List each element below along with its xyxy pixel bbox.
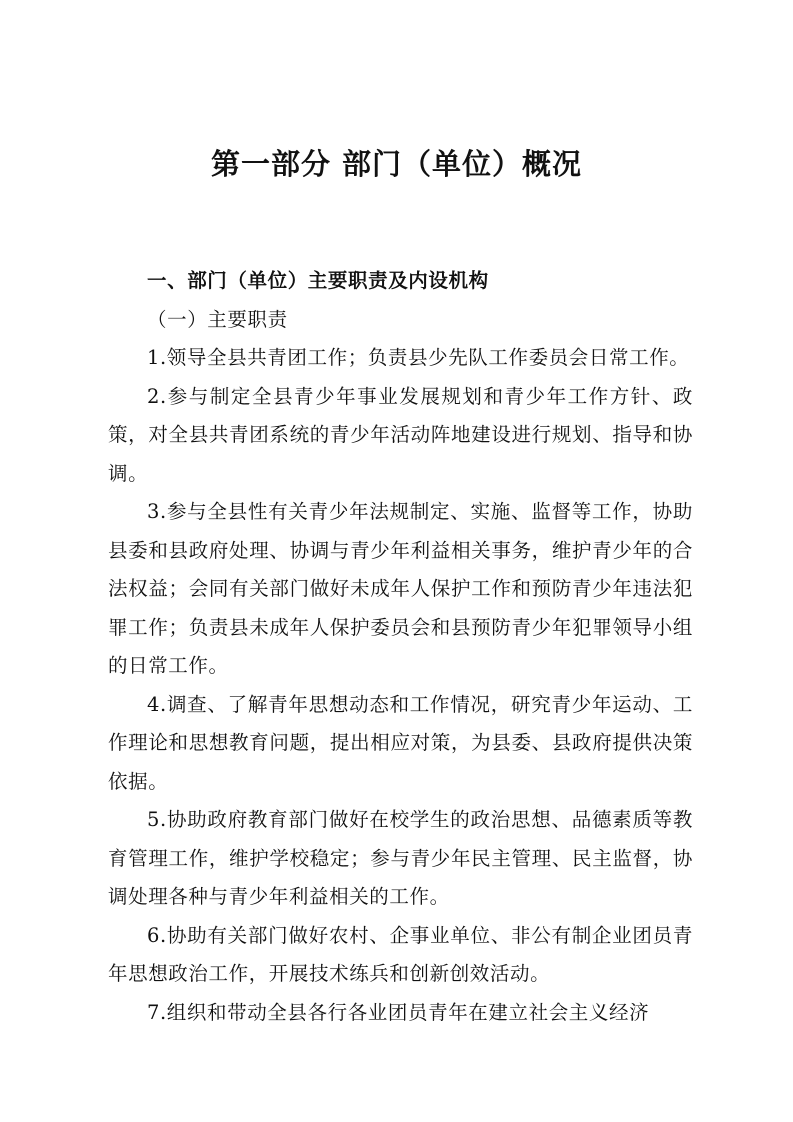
duty-paragraph-7: 7.组织和带动全县各行各业团员青年在建立社会主义经济 <box>147 1000 650 1024</box>
document-body <box>108 262 693 1032</box>
duty-paragraph-4: 4.调查、了解青年思想动态和工作情况，研究青少年运动、工作理论和思想教育问题，提出相应对策，为县委、县政府提供决策依据。 <box>108 692 693 793</box>
duty-paragraph-1: 1.领导全县共青团工作；负责县少先队工作委员会日常工作。 <box>147 346 690 369</box>
section-heading: 一、部门（单位）主要职责及内设机构 <box>147 269 489 292</box>
subsection-heading: （一）主要职责 <box>147 307 288 331</box>
duty-paragraph-5: 5.协助政府教育部门做好在校学生的政治思想、品德素质等教育管理工作，维护学校稳定；参与青少年民主管理、民主监督，协调处理各种与青少年利益相关的工作。 <box>108 808 693 908</box>
duty-paragraph-2: 2.参与制定全县青少年事业发展规划和青少年工作方针、政策，对全县共青团系统的青少年活动阵地建设进行规划、指导和协调。 <box>108 384 693 485</box>
duty-paragraph-3: 3.参与全县性有关青少年法规制定、实施、监督等工作，协助县委和县政府处理、协调与青少年利益相关事务，维护青少年的合法权益；会同有关部门做好未成年人保护工作和预防青少年违法犯罪工作；负责县未成年人保护委员会和县预防青少年犯罪领导小组的日常工作。 <box>108 500 693 677</box>
duty-paragraph-6: 6.协助有关部门做好农村、企事业单位、非公有制企业团员青年思想政治工作，开展技术练兵和创新创效活动。 <box>108 923 693 985</box>
page-title: 第一部分 部门（单位）概况 <box>210 147 583 181</box>
